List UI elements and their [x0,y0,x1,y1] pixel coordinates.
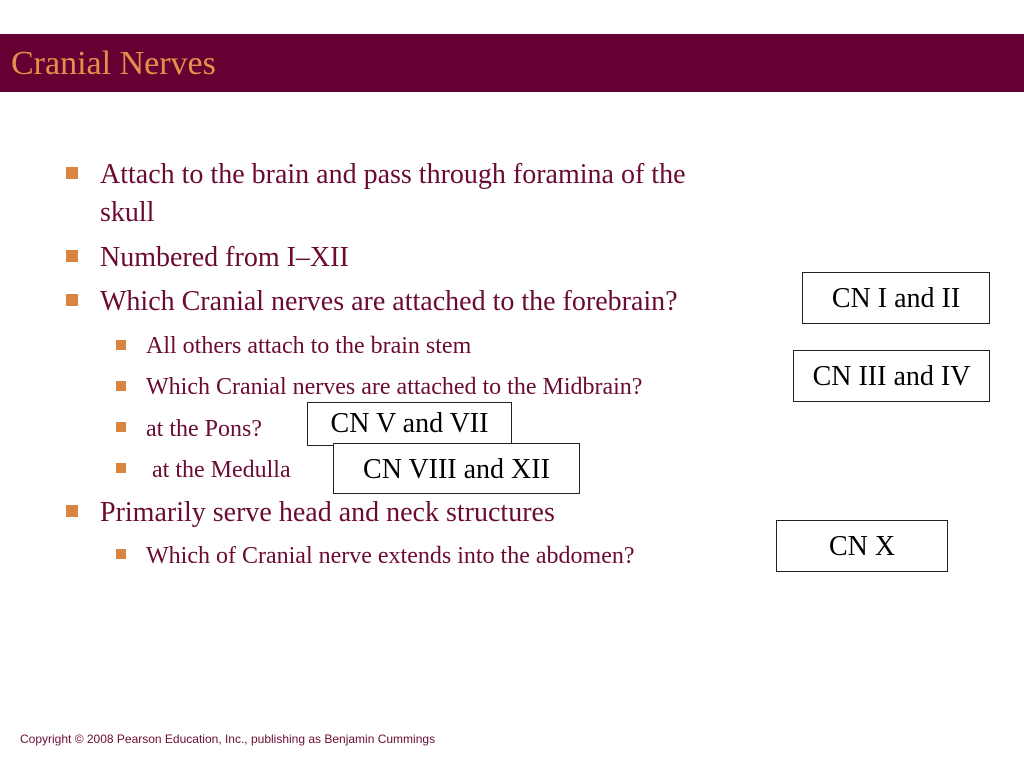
answer-box-forebrain: CN I and II [802,272,990,324]
sub-bullet-text: at the Pons? [146,416,262,442]
sub-bullet-text: Which Cranial nerves are attached to the Midbrain? [146,374,643,400]
answer-box-midbrain: CN III and IV [793,350,990,402]
answer-box-abdomen: CN X [776,520,948,572]
bullet-square-icon [66,167,78,179]
bullet-square-icon [116,422,126,432]
bullet-square-icon [116,463,126,473]
sub-bullet-text: All others attach to the brain stem [146,333,472,359]
sub-bullet-text: Which of Cranial nerve extends into the abdomen? [146,543,635,569]
answer-box-medulla: CN VIII and XII [333,443,580,494]
bullet-text: Attach to the brain and pass through foramina of the [100,159,686,190]
sub-bullet-text: at the Medulla [146,457,291,483]
answer-box-pons: CN V and VII [307,402,512,446]
bullet-square-icon [116,381,126,391]
bullet-text-continuation: skull [100,197,155,228]
bullet-square-icon [66,294,78,306]
bullet-text: Primarily serve head and neck structures [100,497,555,528]
bullet-text: Which Cranial nerves are attached to the forebrain? [100,286,678,317]
bullet-square-icon [66,250,78,262]
bullet-square-icon [116,549,126,559]
bullet-square-icon [116,340,126,350]
copyright-footer: Copyright © 2008 Pearson Education, Inc., publishing as Benjamin Cummings [20,732,436,746]
bullet-text: Numbered from I–XII [100,242,349,273]
bullet-square-icon [66,505,78,517]
slide-title: Cranial Nerves [11,45,216,82]
